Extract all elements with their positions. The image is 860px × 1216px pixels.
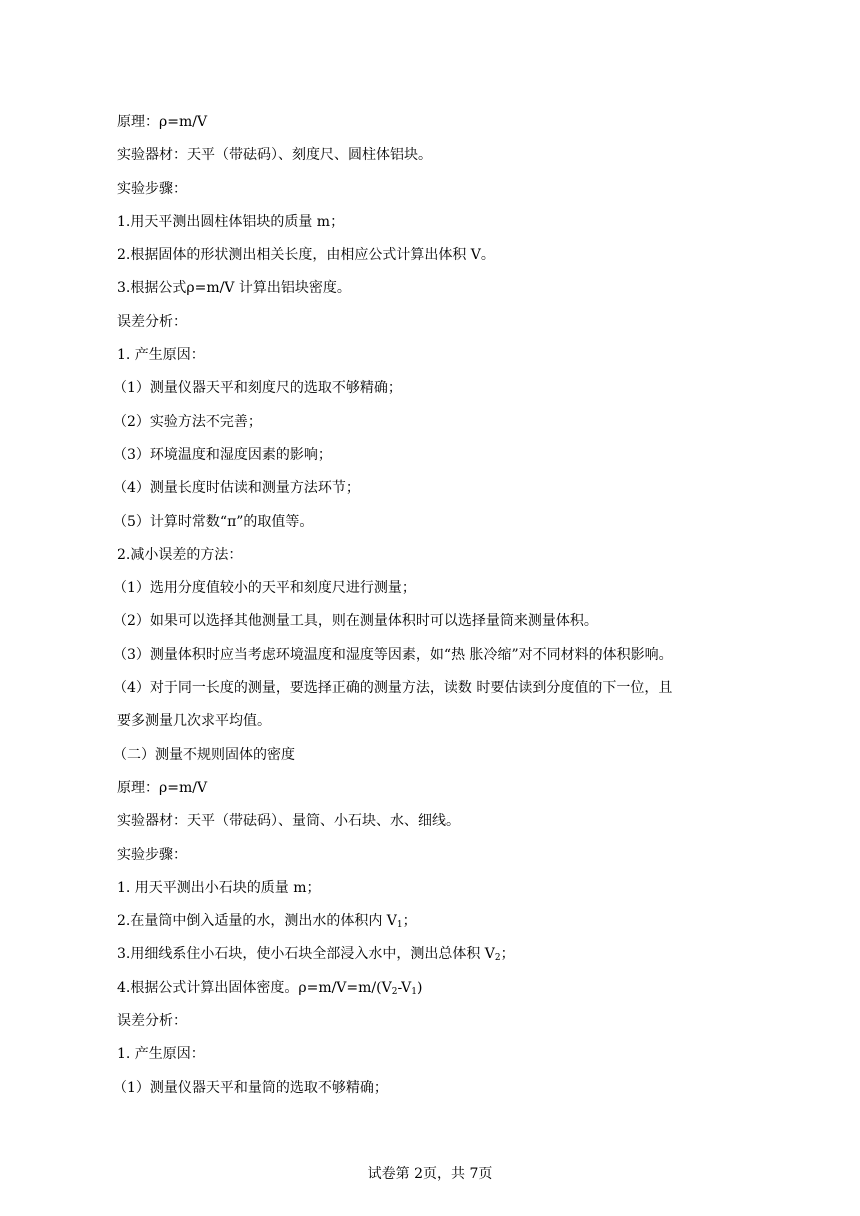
- principle-line: 原理：ρ=m/V: [117, 114, 208, 130]
- step-text: ；: [500, 946, 515, 963]
- subscript: 2: [494, 953, 501, 964]
- cause-item: （5）计算时常数“π”的取值等。: [113, 513, 314, 530]
- step-line: 3.根据公式ρ=m/V 计算出铝块密度。: [117, 280, 351, 297]
- reduce-item-continuation: 要多测量几次求平均值。: [117, 713, 271, 730]
- section-heading: （二）测量不规则固体的密度: [113, 746, 295, 763]
- step-line: 1.用天平测出圆柱体铝块的质量 m；: [117, 213, 345, 230]
- steps-heading: 实验步骤：: [117, 846, 187, 863]
- reduce-error-heading: 2.减小误差的方法：: [117, 546, 243, 563]
- steps-heading: 实验步骤：: [117, 180, 187, 197]
- step-text: 4.根据公式计算出固体密度。ρ=m/V=m/(V: [117, 979, 392, 996]
- cause-item: （3）环境温度和湿度因素的影响；: [113, 446, 332, 463]
- page-footer: 试卷第 2页，共 7页: [367, 1166, 493, 1182]
- error-analysis-heading: 误差分析：: [117, 313, 187, 330]
- step-text: 2.在量筒中倒入适量的水，测出水的体积内 V: [117, 913, 397, 930]
- error-analysis-heading: 误差分析：: [117, 1013, 187, 1030]
- cause-item: （1）测量仪器天平和刻度尺的选取不够精确；: [113, 380, 402, 397]
- cause-heading: 1. 产生原因：: [117, 1046, 205, 1063]
- reduce-item: （4）对于同一长度的测量，要选择正确的测量方法，读数 时要估读到分度值的下一位，且: [113, 680, 673, 697]
- step-line: 1. 用天平测出小石块的质量 m；: [117, 879, 321, 896]
- cause-item: （2）实验方法不完善；: [113, 413, 262, 430]
- cause-heading: 1. 产生原因：: [117, 347, 205, 364]
- step-line: [117, 905, 737, 938]
- cause-item: （1）测量仪器天平和量筒的选取不够精确；: [113, 1079, 388, 1096]
- step-text: -V: [397, 979, 412, 996]
- step-text: ；: [402, 913, 417, 930]
- equipment-line: 实验器材：天平（带砝码）、量筒、小石块、水、细线。: [117, 813, 460, 830]
- subscript: 1: [396, 920, 403, 931]
- subscript: 1: [411, 986, 418, 997]
- equipment-line: 实验器材：天平（带砝码）、刻度尺、圆柱体铝块。: [117, 147, 432, 164]
- principle-line: 原理：ρ=m/V: [117, 779, 208, 796]
- step-line: [117, 972, 737, 1005]
- reduce-item: （2）如果可以选择其他测量工具，则在测量体积时可以选择量筒来测量体积。: [113, 613, 598, 630]
- document-body: [113, 106, 737, 1105]
- reduce-item: （1）选用分度值较小的天平和刻度尺进行测量；: [113, 580, 416, 597]
- subscript: 2: [391, 986, 398, 997]
- cause-item: （4）测量长度时估读和测量方法环节；: [113, 480, 360, 497]
- step-line: [117, 938, 737, 971]
- step-text: 3.用细线系住小石块，使小石块全部浸入水中，测出总体积 V: [117, 946, 495, 963]
- step-line: 2.根据固体的形状测出相关长度，由相应公式计算出体积 V。: [117, 247, 495, 264]
- reduce-item: （3）测量体积时应当考虑环境温度和湿度等因素，如“热 胀冷缩”对不同材料的体积影响。: [113, 646, 673, 663]
- step-text: ): [417, 979, 423, 996]
